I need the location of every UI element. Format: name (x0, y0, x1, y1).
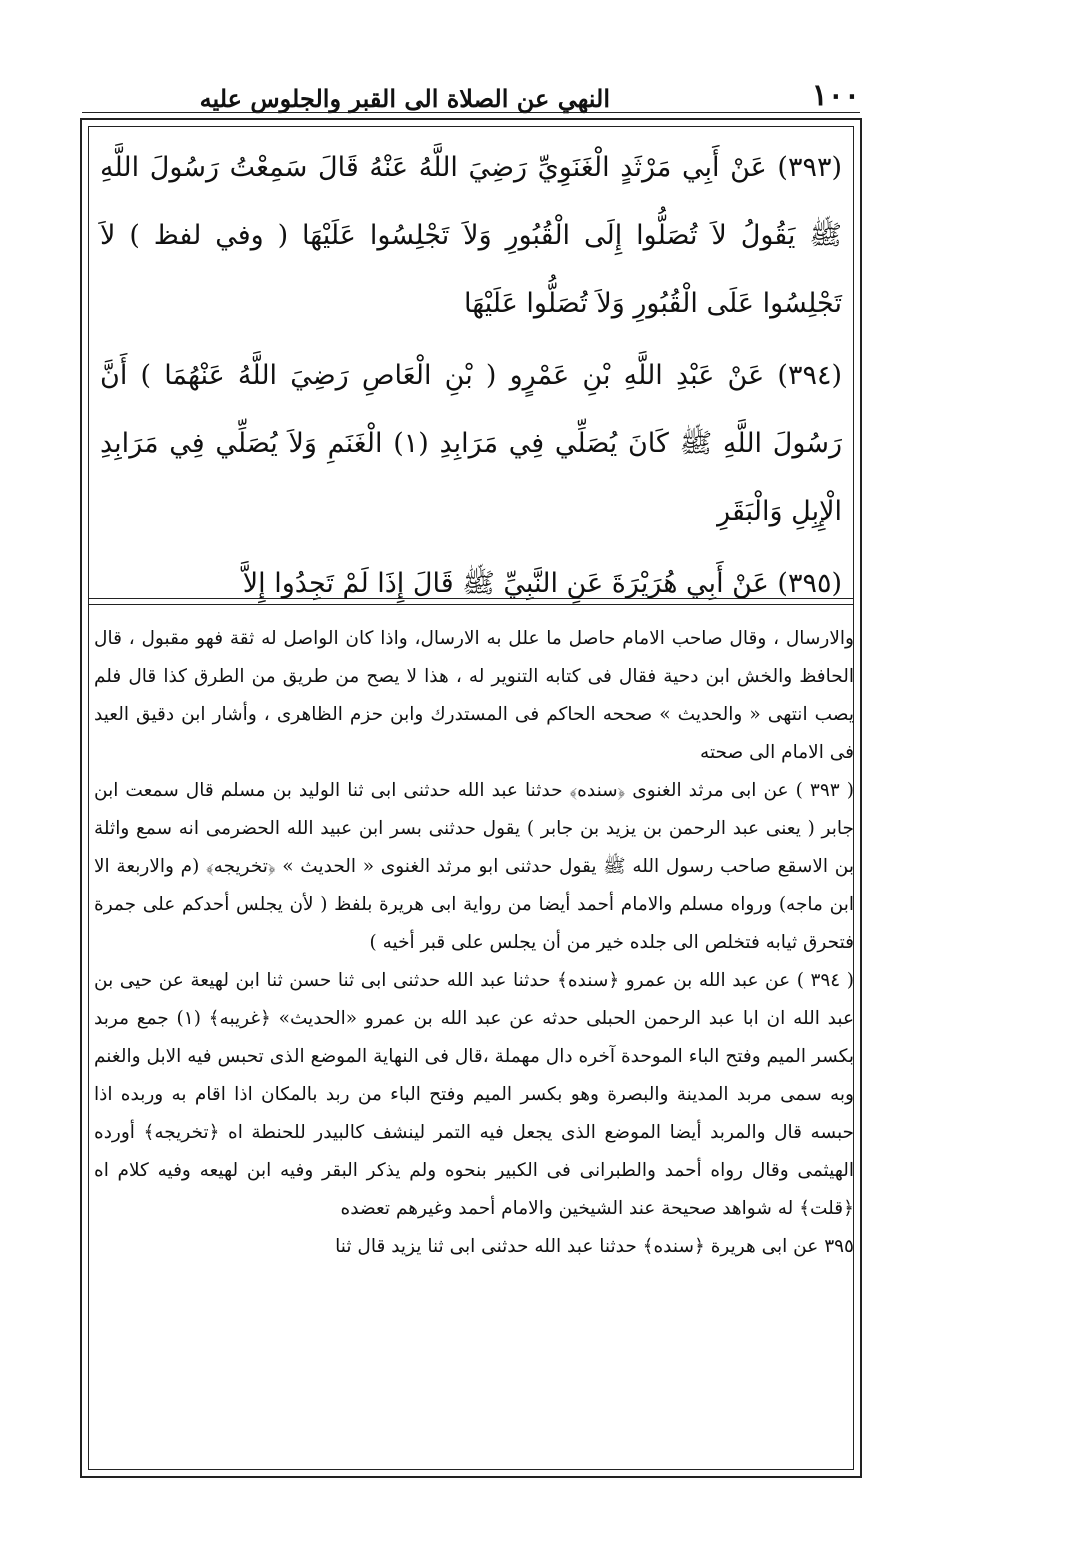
hadith-395: (٣٩٥) عَنْ أَبِي هُرَيْرَةَ عَنِ النَّبِيِّ ﷺ قَالَ إِذَا لَمْ تَجِدُوا إِلاَّ (242, 568, 842, 599)
commentary-393: ( ٣٩٣ ) عن ابى مرثد الغنوى ﴿سنده﴾ حدثنا عبد الله حدثنى ابى ثنا الوليد بن مسلم قال سمعت ابن جابر ( يعنى عبد الرحمن بن يزيد بن جابر ) يقول حدثنى بسر ابن عبيد الله الحضرمى انه سمع واثلة بن الاسقع صاحب رسول الله ﷺ يقول حدثنى ابو مرثد الغنوى « الحديث » ﴿تخريجه﴾ (م والاربعة الا ابن ماجه) ورواه مسلم والامام أحمد أيضا من رواية ابى هريرة بلفظ ( لأن يجلس أحدكم على جمرة فتحرق ثيابه فتخلص الى جلده خير من أن يجلس على قبر أخيه ) (94, 780, 854, 953)
hadith-393: (٣٩٣) عَنْ أَبِي مَرْثَدٍ الْغَنَوِيِّ رَضِيَ اللَّهُ عَنْهُ قَالَ سَمِعْتُ رَسُولَ اللَّهِ ﷺ يَقُولُ لاَ تُصَلُّوا إِلَى الْقُبُورِ وَلاَ تَجْلِسُوا عَلَيْهَا ( وفي لفظ ) لاَ تَجْلِسُوا عَلَى الْقُبُورِ وَلاَ تُصَلُّوا عَلَيْهَا (100, 152, 842, 319)
commentary-394: ( ٣٩٤ ) عن عبد الله بن عمرو ﴿سنده﴾ حدثنا عبد الله حدثنى ابى ثنا حسن ثنا ابن لهيعة عن حيى بن عبد الله ان ابا عبد الرحمن الحبلى حدثه عن عبد الله بن عمرو «الحديث» ﴿غريبه﴾ (١) جمع مربد بكسر الميم وفتح الباء الموحدة آخره دال مهملة ،قال فى النهاية الموضع الذى تحبس فيه الابل والغنم وبه سمى مربد المدينة والبصرة وهو بكسر الميم وفتح الباء من ربد بالمكان اذا اقام به وربده اذا حبسه قال والمربد أيضا الموضع الذى يجعل فيه التمر لينشف كالبيدر للحنطة اه ﴿تخريجه﴾ أورده الهيثمى وقال رواه أحمد والطبرانى فى الكبير بنحوه ولم يذكر البقر وفيه ابن لهيعه وفيه كلام اه ﴿قلت﴾ له شواهد صحيحة عند الشيخين والامام أحمد وغيرهم تعضده (94, 970, 855, 1219)
page-number: ١٠٠ (811, 78, 860, 113)
running-title: النهي عن الصلاة الى القبر والجلوس عليه (199, 84, 610, 113)
header-rule (82, 112, 860, 113)
hadith-394: (٣٩٤) عَنْ عَبْدِ اللَّهِ بْنِ عَمْرٍو ( بْنِ الْعَاصِ رَضِيَ اللَّهُ عَنْهُمَا ) أَنَّ رَسُولَ اللَّهِ ﷺ كَانَ يُصَلِّي فِي مَرَابِدِ (١) الْغَنَمِ وَلاَ يُصَلِّي فِي مَرَابِدِ الْإِبِلِ وَالْبَقَرِ (100, 360, 842, 527)
commentary-continuation: والارسال ، وقال صاحب الامام حاصل ما علل به الارسال، واذا كان الواصل له ثقة فهو مقبول ، قال الحافظ والخش ابن دحية فقال فى كتابه التنوير له ، هذا لا يصح من طريق من الطرق كذا قال فلم يصب انتهى « والحديث » صححه الحاكم فى المستدرك وابن حزم الظاهرى ، وأشار ابن دقيق العيد فى الامام الى صحته (94, 628, 854, 763)
commentary-395: ٣٩٥ عن ابى هريرة ﴿سنده﴾ حدثنا عبد الله حدثنى ابى ثنا يزيد قال ثنا (335, 1236, 854, 1257)
hadith-text-section (100, 134, 842, 622)
section-divider-bottom (88, 604, 854, 605)
commentary-section (94, 620, 854, 1266)
section-divider-top (88, 598, 854, 599)
